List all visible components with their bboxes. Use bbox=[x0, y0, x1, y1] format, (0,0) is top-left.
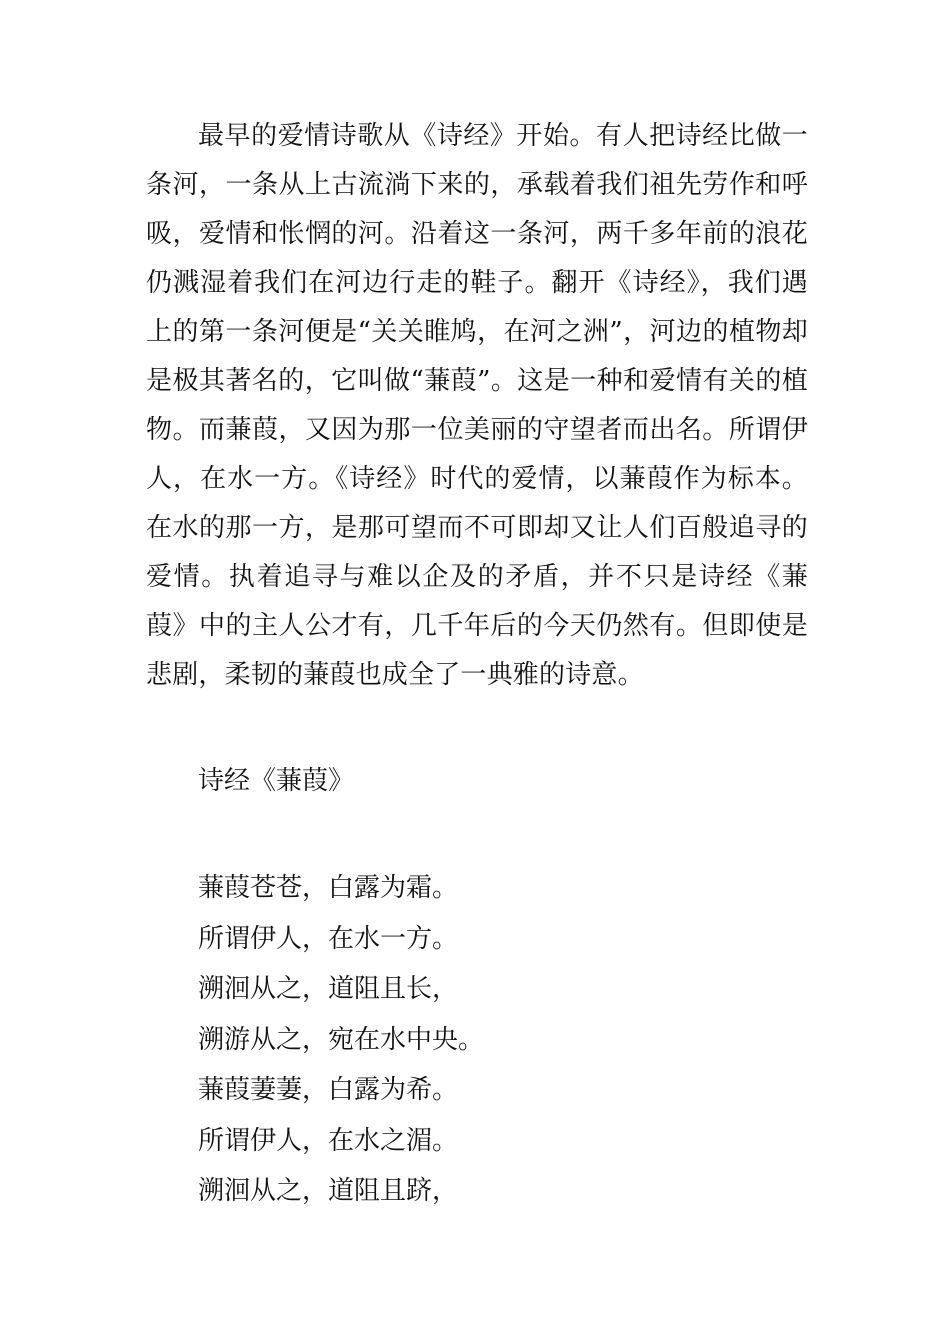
poem-body bbox=[146, 863, 808, 1217]
poem-line: 所谓伊人，在水之湄。 bbox=[198, 1125, 459, 1156]
poem-line: 溯洄从之，道阻且长， bbox=[198, 974, 459, 1004]
poem-line: 溯洄从之，道阻且跻， bbox=[198, 1176, 459, 1206]
poem-line: 所谓伊人，在水一方。 bbox=[198, 923, 459, 954]
poem-title: 诗经《蒹葭》 bbox=[198, 766, 355, 796]
poem-line: 蒹葭萋萋，白露为希。 bbox=[198, 1075, 459, 1105]
poem-line: 蒹葭苍苍，白露为霜。 bbox=[198, 873, 459, 903]
document-page bbox=[146, 112, 808, 1217]
poem-line: 溯游从之，宛在水中央。 bbox=[198, 1024, 485, 1055]
intro-paragraph: 最早的爱情诗歌从《诗经》开始。有人把诗经比做一条河，一条从上古流淌下来的，承载着我们祖先劳作和呼吸，爱情和怅惘的河。沿着这一条河，两千多年前的浪花仍溅湿着我们在河边行走的鞋子。翻开《诗经》，我们遇上的第一条河便是“关关睢鸠，在河之洲”，河边的植物却是极其著名的，它叫做“蒹葭”。这是一种和爱情有关的植物。而蒹葭，又因为那一位美丽的守望者而出名。所谓伊人，在水一方。《诗经》时代的爱情，以蒹葭作为标本。在水的那一方，是那可望而不可即却又让人们百般追寻的爱情。执着追寻与难以企及的矛盾，并不只是诗经《蒹葭》中的主人公才有，几千年后的今天仍然有。但即使是悲剧，柔韧的蒹葭也成全了一典雅的诗意。 bbox=[146, 121, 808, 690]
